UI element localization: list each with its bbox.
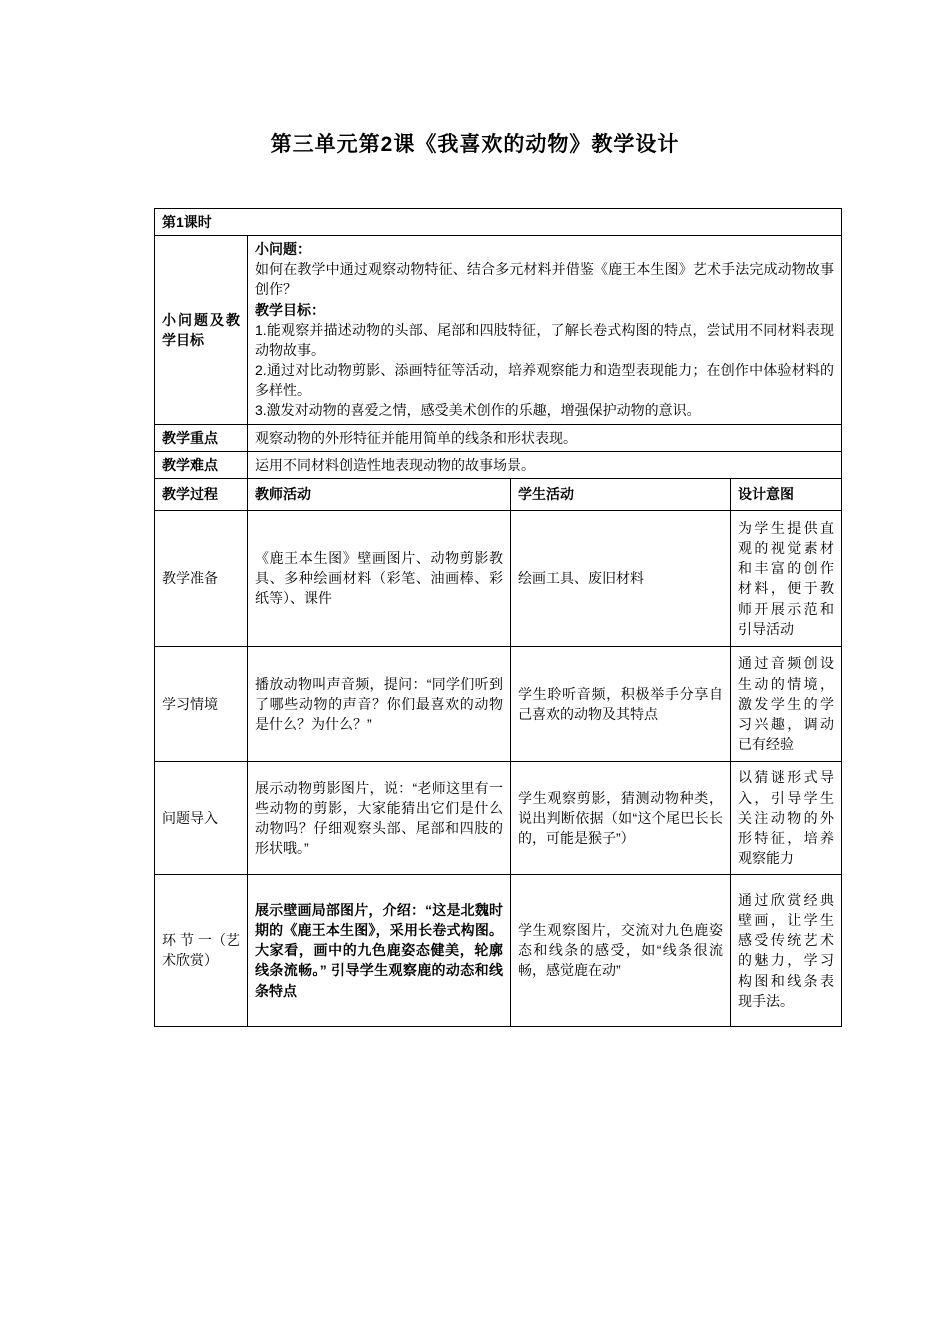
- stage-label-cell: 学习情境: [155, 646, 248, 761]
- table-row-difficulty: [155, 451, 842, 478]
- stage-label-cell: 环 节 一（艺术欣赏）: [155, 874, 248, 1026]
- table-row: [155, 874, 842, 1026]
- table-row-process-header: [155, 478, 842, 510]
- col-header-intent: 设计意图: [731, 478, 842, 510]
- table-row: [155, 761, 842, 874]
- teacher-activity-cell: 展示动物剪影图片，说：“老师这里有一些动物的剪影，大家能猜出它们是什么动物吗？仔细观察头部、尾部和四肢的形状哦。”: [248, 761, 511, 874]
- col-header-student: 学生活动: [511, 478, 731, 510]
- student-activity-cell: 学生聆听音频，积极举手分享自己喜欢的动物及其特点: [511, 646, 731, 761]
- lesson-plan-table: [154, 208, 842, 1027]
- difficulty-text-cell: 运用不同材料创造性地表现动物的故事场景。: [248, 451, 842, 478]
- student-activity-cell: 学生观察图片，交流对九色鹿姿态和线条的感受，如“线条很流畅，感觉鹿在动”: [511, 874, 731, 1026]
- session-header-cell: 第1课时: [155, 209, 842, 236]
- table-row: [155, 646, 842, 761]
- goal-item: 2.通过对比动物剪影、添画特征等活动，培养观察能力和造型表现能力；在创作中体验材料的多样性。: [255, 362, 835, 399]
- stage-label-cell: 教学准备: [155, 510, 248, 646]
- col-header-process: 教学过程: [155, 478, 248, 510]
- student-activity-cell: 绘画工具、废旧材料: [511, 510, 731, 646]
- goal-item: 1.能观察并描述动物的头部、尾部和四肢特征，了解长卷式构图的特点，尝试用不同材料表现动物故事。: [255, 321, 835, 358]
- key-point-label-cell: 教学重点: [155, 424, 248, 451]
- stage-label-cell: 问题导入: [155, 761, 248, 874]
- question-label: 小问题：: [255, 241, 311, 258]
- table-row-session: [155, 209, 842, 236]
- design-intent-cell: 为学生提供直观的视觉素材和丰富的创作材料，便于教师开展示范和引导活动: [731, 510, 842, 646]
- question-text: 如何在教学中通过观察动物特征、结合多元材料并借鉴《鹿王本生图》艺术手法完成动物故事创作？: [255, 261, 835, 298]
- table-row-key-point: [155, 424, 842, 451]
- student-activity-cell: 学生观察剪影，猜测动物种类，说出判断依据（如“这个尾巴长长的，可能是猴子”）: [511, 761, 731, 874]
- table-row-objectives: [155, 236, 842, 424]
- teacher-activity-cell: 《鹿王本生图》壁画图片、动物剪影教具、多种绘画材料（彩笔、油画棒、彩纸等）、课件: [248, 510, 511, 646]
- document-title: 第三单元第2课《我喜欢的动物》教学设计: [270, 133, 680, 156]
- goal-item: 3.激发对动物的喜爱之情，感受美术创作的乐趣，增强保护动物的意识。: [255, 402, 701, 419]
- teacher-activity-cell: 播放动物叫声音频，提问：“同学们听到了哪些动物的声音？你们最喜欢的动物是什么？为什么？”: [248, 646, 511, 761]
- objectives-content-cell: [248, 236, 842, 424]
- key-point-text-cell: 观察动物的外形特征并能用简单的线条和形状表现。: [248, 424, 842, 451]
- table-row: [155, 510, 842, 646]
- col-header-teacher: 教师活动: [248, 478, 511, 510]
- teacher-activity-cell: 展示壁画局部图片，介绍：“这是北魏时期的《鹿王本生图》，采用长卷式构图。大家看，画中的九色鹿姿态健美，轮廓线条流畅。” 引导学生观察鹿的动态和线条特点: [248, 874, 511, 1026]
- difficulty-label-cell: 教学难点: [155, 451, 248, 478]
- design-intent-cell: 以猜谜形式导入，引导学生关注动物的外形特征，培养观察能力: [731, 761, 842, 874]
- design-intent-cell: 通过音频创设生动的情境，激发学生的学习兴趣，调动已有经验: [731, 646, 842, 761]
- goals-label: 教学目标：: [255, 301, 325, 318]
- objectives-label-cell: 小问题及教学目标: [155, 236, 248, 424]
- design-intent-cell: 通过欣赏经典壁画，让学生感受传统艺术的魅力，学习构图和线条表现手法。: [731, 874, 842, 1026]
